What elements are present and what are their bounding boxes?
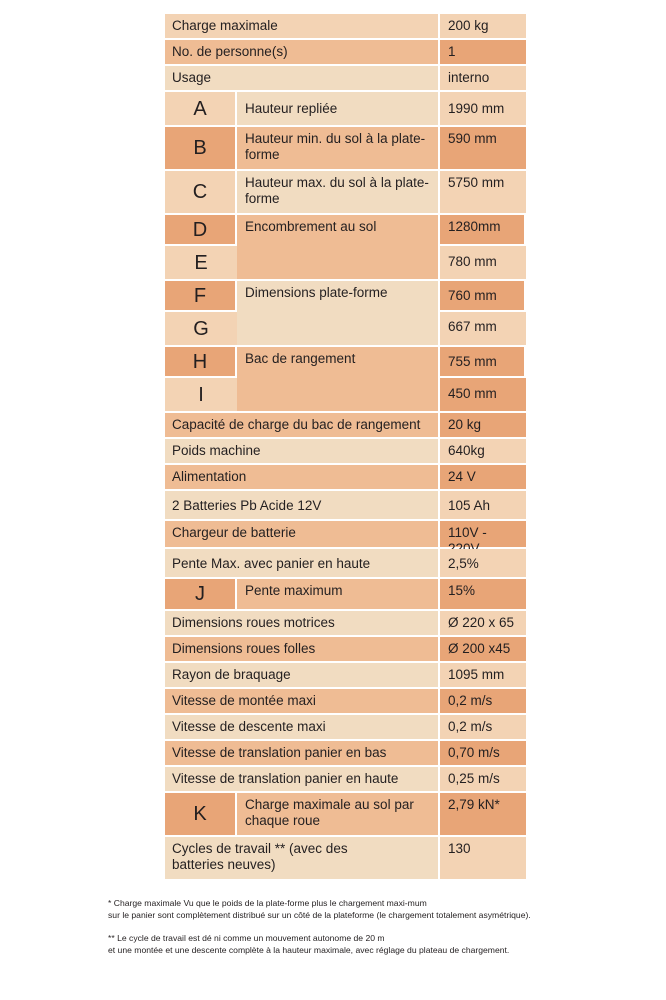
row-usage (165, 66, 526, 92)
row-braquage (165, 663, 526, 689)
row-label: Cycles de travail ** (avec des batteries neuves) (165, 837, 440, 879)
row-label: Poids machine (165, 439, 440, 463)
letter-e: E (165, 246, 237, 279)
row-capacite (165, 413, 526, 439)
row-label: Vitesse de translation panier en haute (165, 767, 440, 791)
footnote-2-line-1: ** Le cycle de travail est dé ni comme un mouvement autonome de 20 m (108, 933, 385, 943)
row-translation-bas (165, 741, 526, 767)
row-a (165, 92, 526, 127)
row-encombrement (165, 215, 526, 281)
row-label: Charge maximale au sol par chaque roue (237, 793, 440, 835)
row-j (165, 579, 526, 611)
letter-f: F (165, 281, 237, 312)
row-value: 2,5% (440, 549, 526, 577)
row-cycles (165, 837, 526, 881)
row-label: Dimensions roues folles (165, 637, 440, 661)
row-batteries (165, 491, 526, 521)
row-dimensions-plate-forme (165, 281, 526, 347)
row-value: 15% (440, 579, 526, 609)
footnote-2-line-2: et une montée et une descente complète à la hauteur maximale, avec réglage du plateau de chargement. (108, 945, 510, 955)
row-label: Bac de rangement (237, 347, 440, 411)
row-b (165, 127, 526, 171)
row-label: Dimensions plate-forme (237, 281, 440, 345)
row-value: 2,79 kN* (440, 793, 526, 835)
row-descente (165, 715, 526, 741)
row-translation-haute (165, 767, 526, 793)
letter-j: J (165, 579, 237, 609)
row-chargeur (165, 521, 526, 549)
row-label: Pente maximum (237, 579, 440, 609)
row-label: No. de personne(s) (165, 40, 440, 64)
row-value: 200 kg (440, 14, 526, 38)
row-value: 1095 mm (440, 663, 526, 687)
footnote-2 (108, 932, 628, 956)
row-bac-de-rangement (165, 347, 526, 413)
row-label: Hauteur min. du sol à la plate-forme (237, 127, 440, 169)
row-value-e: 780 mm (440, 246, 526, 279)
row-label: Vitesse de descente maxi (165, 715, 440, 739)
row-value: 0,70 m/s (440, 741, 526, 765)
row-label: Chargeur de batterie (165, 521, 440, 547)
row-personnes (165, 40, 526, 66)
row-k (165, 793, 526, 837)
spec-table (165, 14, 526, 881)
row-value: 5750 mm (440, 171, 526, 213)
row-value: 24 V (440, 465, 526, 489)
row-alimentation (165, 465, 526, 491)
row-pente-panier (165, 549, 526, 579)
footnote-1-line-2: sur le panier sont complètement distribué sur un côté de la plateforme (le chargement totalement asymétrique). (108, 910, 531, 920)
row-value: Ø 200 x45 (440, 637, 526, 661)
row-value-g: 667 mm (440, 312, 526, 345)
row-value: 1990 mm (440, 92, 526, 125)
row-value: 1 (440, 40, 526, 64)
row-poids (165, 439, 526, 465)
row-roues-folles (165, 637, 526, 663)
row-value: Ø 220 x 65 (440, 611, 526, 635)
row-label: Alimentation (165, 465, 440, 489)
letter-a: A (165, 92, 237, 125)
row-label: Dimensions roues motrices (165, 611, 440, 635)
letter-k: K (165, 793, 237, 835)
row-label: Capacité de charge du bac de rangement (165, 413, 440, 437)
row-value: interno (440, 66, 526, 90)
letter-h: H (165, 347, 237, 378)
row-label: Charge maximale (165, 14, 440, 38)
row-roues-motrices (165, 611, 526, 637)
row-value: 105 Ah (440, 491, 526, 519)
letter-g: G (165, 312, 237, 345)
row-value: 590 mm (440, 127, 526, 169)
row-label: Vitesse de translation panier en bas (165, 741, 440, 765)
row-value-f: 760 mm (440, 281, 526, 312)
row-label: Rayon de braquage (165, 663, 440, 687)
row-label: Pente Max. avec panier en haute (165, 549, 440, 577)
row-value-i: 450 mm (440, 378, 526, 411)
row-value: 20 kg (440, 413, 526, 437)
row-label: Usage (165, 66, 440, 90)
letter-c: C (165, 171, 237, 213)
row-value: 0,2 m/s (440, 715, 526, 739)
row-label: Hauteur max. du sol à la plate-forme (237, 171, 440, 213)
row-label: Encombrement au sol (237, 215, 440, 279)
row-value-h: 755 mm (440, 347, 526, 378)
row-value: 110V - (440, 521, 526, 547)
footnote-1 (108, 897, 628, 921)
footnotes (108, 897, 628, 967)
row-label: Vitesse de montée maxi (165, 689, 440, 713)
row-label: 2 Batteries Pb Acide 12V (165, 491, 440, 519)
row-charge-maximale (165, 14, 526, 40)
letter-d: D (165, 215, 237, 246)
row-montee (165, 689, 526, 715)
row-value: 0,25 m/s (440, 767, 526, 791)
letter-i: I (165, 378, 237, 411)
footnote-1-line-1: * Charge maximale Vu que le poids de la plate-forme plus le chargement maxi-mum (108, 898, 427, 908)
row-value: 640kg (440, 439, 526, 463)
row-label: Hauteur repliée (237, 92, 440, 125)
row-value: 130 (440, 837, 526, 879)
row-value: 0,2 m/s (440, 689, 526, 713)
row-value-d: 1280mm (440, 215, 526, 246)
row-c (165, 171, 526, 215)
letter-b: B (165, 127, 237, 169)
